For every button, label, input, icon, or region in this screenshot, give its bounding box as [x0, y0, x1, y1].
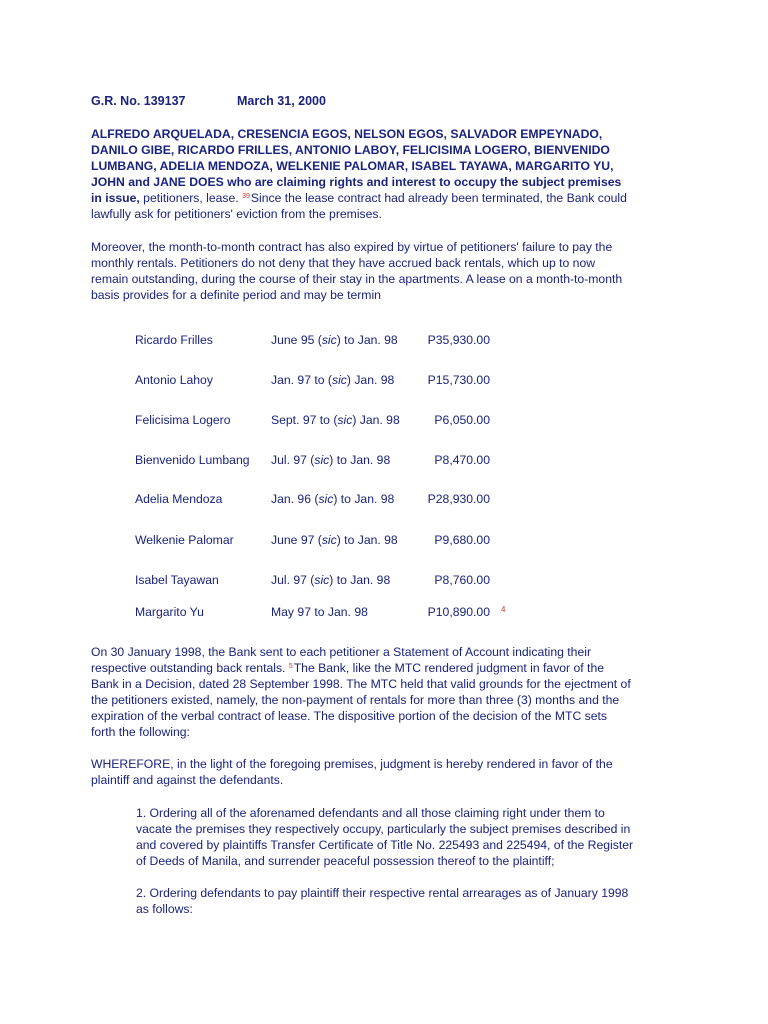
- list-item-line: of Deeds of Manila, and surrender peaceful possession thereof to the plaintiff;: [136, 854, 555, 868]
- footnote-link[interactable]: 5: [288, 663, 293, 670]
- rental-amount: P9,680.00: [434, 533, 490, 547]
- case-header: [91, 94, 326, 108]
- paragraph-line: plaintiff and against the defendants.: [91, 773, 284, 787]
- rental-period: Jul. 97 (sic) to Jan. 98: [271, 453, 391, 467]
- paragraph-line: On 30 January 1998, the Bank sent to each petitioner a Statement of Account indicating their: [91, 645, 592, 659]
- rental-amount: P15,730.00: [427, 373, 490, 387]
- tenant-name: Isabel Tayawan: [135, 573, 219, 587]
- rental-period: Sept. 97 to (sic) Jan. 98: [271, 413, 400, 427]
- rental-period: Jan. 97 to (sic) Jan. 98: [271, 373, 395, 387]
- parties-line: JOHN and JANE DOES who are claiming rights and interest to occupy the subject premises: [91, 175, 622, 189]
- rental-amount: P35,930.00: [427, 333, 490, 347]
- case-number: G.R. No. 139137: [91, 94, 186, 108]
- paragraph-line: Moreover, the month-to-month contract has also expired by virtue of petitioners' failure to pay the: [91, 240, 613, 254]
- paragraph-line: monthly rentals. Petitioners do not deny that they have accrued back rentals, which up to now: [91, 256, 596, 270]
- tenant-name: Ricardo Frilles: [135, 333, 213, 347]
- tenant-name: Adelia Mendoza: [135, 492, 223, 506]
- list-item-line: 2. Ordering defendants to pay plaintiff their respective rental arrearages as of January 1998: [136, 886, 629, 900]
- parties-line: LUMBANG, ADELIA MENDOZA, WELKENIE PALOMAR, ISABEL TAYAWA, MARGARITO YU,: [91, 159, 614, 173]
- rental-period: Jul. 97 (sic) to Jan. 98: [271, 573, 391, 587]
- rental-period: May 97 to Jan. 98: [271, 605, 368, 619]
- case-date: March 31, 2000: [237, 94, 326, 108]
- paragraph-line: remain outstanding, during the course of their stay in the apartments. A lease on a month-to-month: [91, 272, 623, 286]
- footnote-link[interactable]: 4: [501, 605, 506, 614]
- list-item-line: and covered by plaintiffs Transfer Certificate of Title No. 225493 and 225494, of the Register: [136, 838, 634, 852]
- paragraph-text: The Bank, like the MTC rendered judgment in favor of the: [293, 661, 604, 675]
- rental-amount: P8,760.00: [434, 573, 490, 587]
- paragraph-line: [91, 660, 604, 676]
- paragraph-line: lawfully ask for petitioners' eviction from the premises.: [91, 207, 382, 221]
- paragraph-line: the petitioners existed, namely, the non-payment of rentals for more than three (3) months and the: [91, 693, 620, 707]
- rental-amount: P8,470.00: [434, 453, 490, 467]
- rental-period: June 95 (sic) to Jan. 98: [271, 333, 398, 347]
- parties-line-end: in issue,: [91, 191, 140, 205]
- paragraph-text: Since the lease contract had already been terminated, the Bank could: [250, 191, 627, 205]
- list-item-line: 1. Ordering all of the aforenamed defendants and all those claiming right under them to: [136, 806, 605, 820]
- rental-period: Jan. 96 (sic) to Jan. 98: [271, 492, 395, 506]
- paragraph-text: petitioners, lease.: [139, 191, 243, 205]
- tenant-name: Felicisima Logero: [135, 413, 231, 427]
- paragraph-line: [91, 190, 627, 206]
- tenant-name: Bienvenido Lumbang: [135, 453, 250, 467]
- tenant-name: Welkenie Palomar: [135, 533, 234, 547]
- rental-amount: P10,890.00: [427, 605, 490, 619]
- tenant-name: Antonio Lahoy: [135, 373, 213, 387]
- rental-amount: P28,930.00: [427, 492, 490, 506]
- tenant-name: Margarito Yu: [135, 605, 204, 619]
- paragraph-line: WHEREFORE, in the light of the foregoing premises, judgment is hereby rendered in favor of the: [91, 757, 613, 771]
- paragraph-line: Bank in a Decision, dated 28 September 1998. The MTC held that valid grounds for the ejectment of: [91, 677, 631, 691]
- rental-period: June 97 (sic) to Jan. 98: [271, 533, 398, 547]
- list-item-line: as follows:: [136, 902, 193, 916]
- list-item-line: vacate the premises they respectively occupy, particularly the subject premises described in: [136, 822, 631, 836]
- paragraph-line: forth the following:: [91, 725, 190, 739]
- paragraph-text: respective outstanding back rentals.: [91, 661, 289, 675]
- footnote-link[interactable]: 39: [242, 193, 250, 200]
- paragraph-line: basis provides for a definite period and may be termin: [91, 288, 381, 302]
- paragraph-line: expiration of the verbal contract of lease. The dispositive portion of the decision of the MTC sets: [91, 709, 607, 723]
- parties-line: ALFREDO ARQUELADA, CRESENCIA EGOS, NELSON EGOS, SALVADOR EMPEYNADO,: [91, 127, 603, 141]
- parties-line: DANILO GIBE, RICARDO FRILLES, ANTONIO LABOY, FELICISIMA LOGERO, BIENVENIDO: [91, 143, 610, 157]
- rental-amount: P6,050.00: [434, 413, 490, 427]
